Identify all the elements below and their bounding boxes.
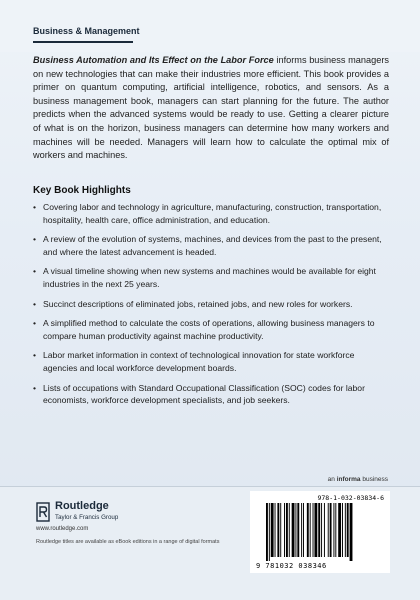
informa-brand: informa (336, 476, 361, 483)
bullet-icon: • (33, 234, 37, 245)
barcode-digits: 9 781032 038346 (256, 562, 327, 570)
highlight-item (33, 298, 389, 311)
bullet-icon: • (33, 266, 37, 277)
ebook-note: Routledge titles are available as eBook editions in a range of digital formats (36, 539, 220, 545)
highlight-item (33, 382, 389, 407)
highlight-text: A visual timeline showing when new systems and machines would be available for eight industries in the next 25 years. (43, 266, 376, 289)
highlight-text: A review of the evolution of systems, machines, and devices from the past to the present, and where the latest advancement is headed. (43, 234, 382, 257)
informa-business-label: an informa business (327, 476, 388, 483)
category-label: Business & Management (33, 26, 140, 36)
blurb-text: informs business managers on new technologies that can make their industries more efficient. This book provides a primer on quantum computing, artificial intelligence, robotics, and sensors. As a business management book, managers can start planning for the future. The author predicts when the advanced systems would be ready to use. Getting a clearer picture of what is on the horizon, business managers can determine how many workers and machines will be needed. Managers will learn how to calculate the optimal mix of workers and machines. (33, 55, 389, 161)
highlight-item (33, 317, 389, 342)
book-title: Business Automation and Its Effect on the Labor Force (33, 55, 274, 65)
highlight-text: Succinct descriptions of eliminated jobs, retained jobs, and new roles for workers. (43, 298, 353, 309)
description-blurb (33, 54, 389, 163)
isbn-number: 978-1-032-03834-6 (317, 494, 384, 502)
publisher-name: Routledge (55, 500, 109, 512)
highlight-text: Lists of occupations with Standard Occupational Classification (SOC) codes for labor economists, workforce development specialists, and job seekers. (43, 382, 365, 406)
highlights-list (33, 201, 389, 414)
highlight-text: Labor market information in context of technological innovation for state workforce agencies and local workforce development boards. (43, 350, 355, 373)
bullet-icon: • (33, 318, 37, 329)
highlight-text: Covering labor and technology in agriculture, manufacturing, construction, transportation, hospitality, health care, office administration, and education. (43, 202, 382, 225)
barcode-icon (264, 503, 384, 561)
bullet-icon: • (33, 298, 37, 309)
highlight-item (33, 349, 389, 374)
highlight-item (33, 233, 389, 258)
category-underline (33, 41, 133, 43)
highlight-item (33, 265, 389, 290)
bullet-icon: • (33, 382, 37, 393)
bullet-icon: • (33, 350, 37, 361)
highlight-text: A simplified method to calculate the costs of operations, allowing business managers to compare human productivity against machine productivity. (43, 318, 375, 341)
routledge-logo-icon (36, 502, 50, 522)
bullet-icon: • (33, 202, 37, 212)
publisher-url: www.routledge.com (36, 526, 89, 532)
publisher-group: Taylor & Francis Group (55, 514, 119, 521)
highlight-item (33, 201, 389, 226)
highlights-heading: Key Book Highlights (33, 185, 131, 196)
